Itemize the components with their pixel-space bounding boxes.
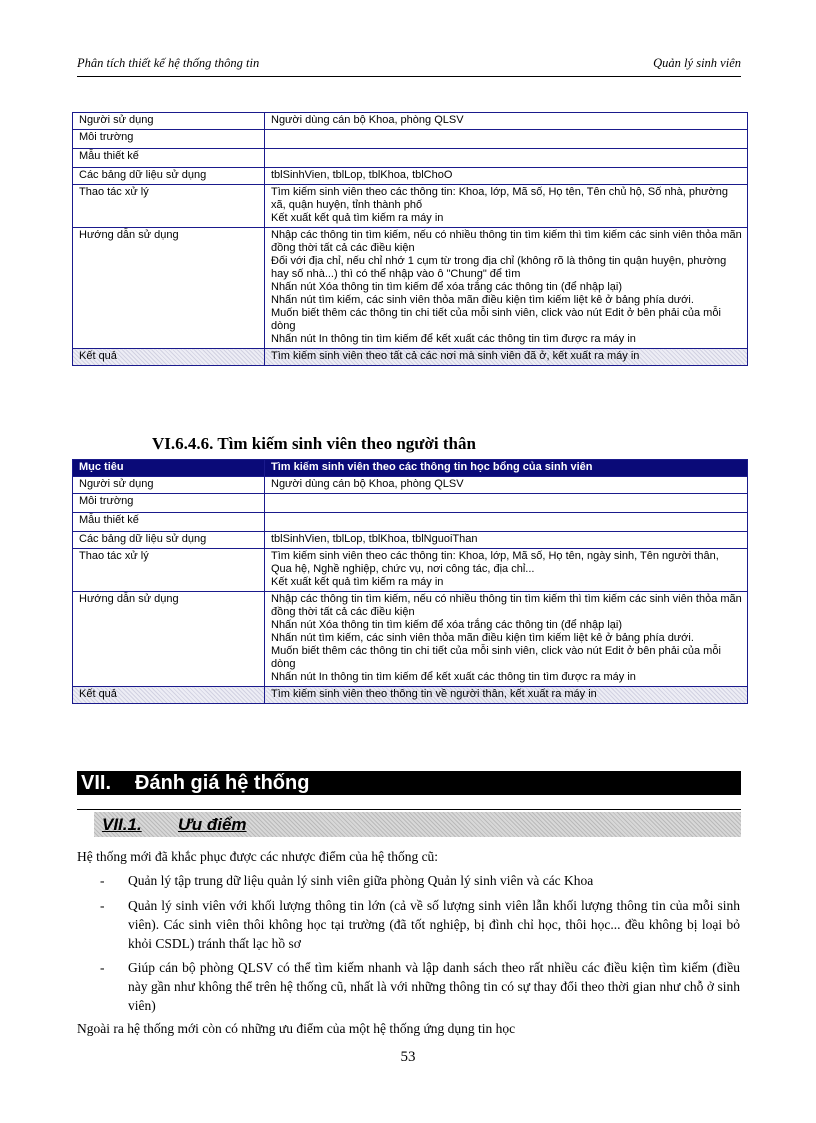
row-label: Các bảng dữ liệu sử dụng [73,532,265,549]
table-row [73,149,748,168]
table-row [73,185,748,228]
header-doc-title: Phân tích thiết kế hệ thống thông tin [77,56,260,70]
chapter-title: Đánh giá hệ thống [135,772,310,794]
table-row [73,349,748,366]
page-number: 53 [400,1049,416,1065]
row-label: Môi trường [73,130,265,149]
row-value: tblSinhVien, tblLop, tblKhoa, tblNguoiThan [265,532,748,549]
row-value: Tìm kiếm sinh viên theo tất cả các nơi mà sinh viên đã ở, kết xuất ra máy in [265,349,748,366]
heading-divider [77,809,741,810]
section-heading-title: Ưu điểm [178,815,247,834]
row-value: Tìm kiếm sinh viên theo các thông tin: Khoa, lớp, Mã số, Họ tên, Tên chủ hộ, Số nhà, phường xã, quận huyện, tỉnh thành phố Kết xuất kết quả tìm kiếm ra máy in [265,185,748,228]
row-value: tblSinhVien, tblLop, tblKhoa, tblChoO [265,168,748,185]
table-row [73,228,748,349]
table-row [73,494,748,513]
row-label: Hướng dẫn sử dụng [73,592,265,687]
section-heading [94,812,741,837]
row-label: Kết quả [73,349,265,366]
row-label: Người sử dụng [73,113,265,130]
header-chapter-title: Quản lý sinh viên [653,56,741,70]
table-row [73,168,748,185]
table-row [73,477,748,494]
row-value: Tìm kiếm sinh viên theo các thông tin: Khoa, lớp, Mã số, Họ tên, ngày sinh, Tên người thân, Qua hệ, Nghề nghiệp, chức vụ, nơi công tác, địa chỉ... Kết xuất kết quả tìm kiếm ra máy in [265,549,748,592]
intro-paragraph: Hệ thống mới đã khắc phục được các nhược điểm của hệ thống cũ: [77,849,439,864]
row-label: Người sử dụng [73,477,265,494]
row-value [265,149,748,168]
table-row [73,592,748,687]
row-value: Người dùng cán bộ Khoa, phòng QLSV [265,477,748,494]
section-title: VI.6.4.6. Tìm kiếm sinh viên theo người thân [152,434,476,453]
table-row [73,549,748,592]
bullet-text: Quản lý sinh viên với khối lượng thông tin lớn (cả về số lượng sinh viên lẫn khối lượng thông tin của mỗi sinh viên). Các sinh viên thôi không học tại trường (đã tốt nghiệp, bị đình chỉ học, thôi học... đều không bị loại bỏ khỏi CSDL) tránh thất lạc hồ sơ [128,898,740,951]
table-row [73,113,748,130]
bullet-dash: - [100,960,105,975]
row-value: Tìm kiếm sinh viên theo thông tin về người thân, kết xuất ra máy in [265,687,748,704]
row-label: Hướng dẫn sử dụng [73,228,265,349]
row-label: Thao tác xử lý [73,185,265,228]
table-header-row [73,460,748,477]
closing-paragraph: Ngoài ra hệ thống mới còn có những ưu điểm của một hệ thống ứng dụng tin học [77,1021,516,1036]
row-value [265,130,748,149]
spec-table-2 [72,459,748,704]
chapter-number: VII. [81,772,112,794]
table-row [73,687,748,704]
row-value [265,494,748,513]
header-label: Mục tiêu [73,460,265,477]
spec-table-1 [72,112,748,366]
table-row [73,513,748,532]
row-value: Nhập các thông tin tìm kiếm, nếu có nhiều thông tin tìm kiếm thì tìm kiếm các sinh viên thỏa mãn đồng thời tất cả các điều kiện Nhấn nút Xóa thông tin tìm kiếm để xóa trắng các thông tin (để nhập lại) Nhấn nút tìm kiếm, các sinh viên thỏa mãn điều kiện tìm kiếm liệt kê ở bảng phía dưới. Muốn biết thêm các thông tin chi tiết của mỗi sinh viên, click vào nút Edit ở bên phải của mỗi dòng Nhấn nút In thông tin tìm kiếm để kết xuất các thông tin tìm được ra máy in [265,592,748,687]
row-value: Nhập các thông tin tìm kiếm, nếu có nhiều thông tin tìm kiếm thì tìm kiếm các sinh viên thỏa mãn đồng thời tất cả các điều kiện Đối với địa chỉ, nếu chỉ nhớ 1 cụm từ trong địa chỉ (không rõ là thông tin quận huyện, phường hay số nhà...) thì có thể nhập vào ô "Chung" để tìm Nhấn nút Xóa thông tin tìm kiếm để xóa trắng các thông tin (để nhập lại) Nhấn nút tìm kiếm, các sinh viên thỏa mãn điều kiện tìm kiếm liệt kê ở bảng phía dưới. Muốn biết thêm các thông tin chi tiết của mỗi sinh viên, click vào nút Edit ở bên phải của mỗi dòng Nhấn nút In thông tin tìm kiếm để kết xuất các thông tin tìm được ra máy in [265,228,748,349]
page-header [77,54,741,77]
bullet-dash: - [100,873,105,888]
bullet-text: Giúp cán bộ phòng QLSV có thể tìm kiếm nhanh và lập danh sách theo rất nhiều các điều kiện tìm kiếm (điều này gần như không thể trên hệ thống cũ, nhất là với những thông tin có sự thay đổi theo thời gian như chỗ ở sinh viên) [128,960,740,1013]
row-label: Thao tác xử lý [73,549,265,592]
list-item [100,896,740,953]
row-value [265,513,748,532]
list-item [100,958,740,1015]
row-label: Kết quả [73,687,265,704]
bullet-text: Quản lý tập trung dữ liệu quản lý sinh viên giữa phòng Quản lý sinh viên và các Khoa [128,873,594,888]
bullet-dash: - [100,898,105,913]
chapter-heading [77,771,741,795]
row-value: Người dùng cán bộ Khoa, phòng QLSV [265,113,748,130]
table-row [73,532,748,549]
header-value: Tìm kiếm sinh viên theo các thông tin học bổng của sinh viên [265,460,748,477]
section-number: VII.1. [102,815,142,834]
list-item [100,871,740,890]
row-label: Môi trường [73,494,265,513]
row-label: Các bảng dữ liệu sử dụng [73,168,265,185]
table-row [73,130,748,149]
row-label: Mẫu thiết kế [73,149,265,168]
row-label: Mẫu thiết kế [73,513,265,532]
